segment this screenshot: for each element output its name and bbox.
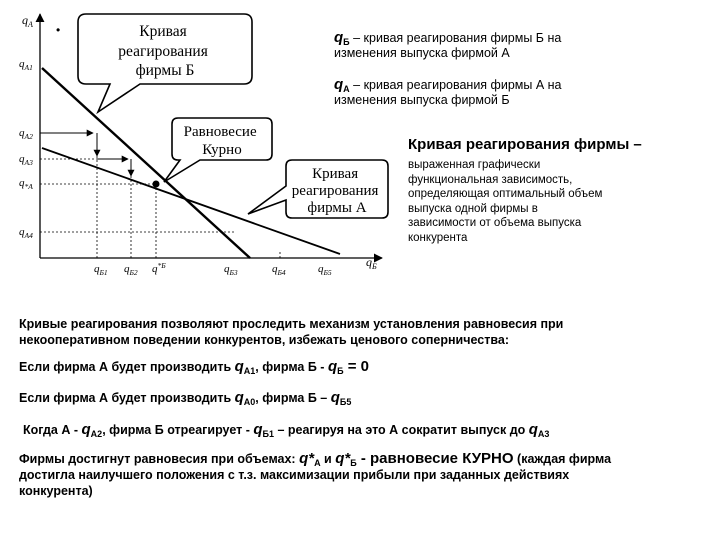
scenario-line-2: Если фирма А будет производить $q_{A0}$, фирма Б – $q_{Б5}$ [19,389,352,407]
callout-eq-line2: Курно [202,142,242,158]
x-axis-label: $q_Б$ [366,255,377,271]
callout-b-line1: Кривая [139,23,187,40]
x-tick-qb3: $q_{Б3}$ [224,263,238,277]
cournot-equilibrium-point [153,181,160,188]
definition-title: Кривая реагирования фирмы – [408,136,642,153]
scenario-line-1: Если фирма А будет производить $q_{A1}$, фирма $Б - q_Б = 0$ [19,358,370,376]
y-tick-qa-star: $q_{*A}$ [19,177,33,191]
callout-a-line3: фирмы А [307,200,367,216]
x-tick-qb4: $q_{Б4}$ [272,263,286,277]
definition-line: выраженная графически [408,159,541,171]
callout-b-line3: фирмы Б [135,62,195,79]
y-axis-label: $q_A$ [22,13,33,29]
callout-a-line1: Кривая [312,166,359,182]
x-tick-qb1: $q_{Б1}$ [94,263,108,277]
conclusion-text: Фирмы достигнут равновесия при объемах: $q*_A$ и $q*_Б$ - равновесие КУРНО (каждая фирма достигла наилучшего положения с т.з. максимизации прибыли при заданных действиях конкурента) [19,450,612,498]
x-tick-qb2: $q_{Б2}$ [124,263,138,277]
y-tick-qa1: $q_{A1}$ [19,58,33,72]
callout-a-line2: реагирования [291,183,379,199]
definition-line: определяющая оптимальный объем [408,188,603,200]
definition-body [408,158,602,245]
definition-line: конкурента [408,231,468,244]
callout-eq-line1: Равновесие [183,124,257,140]
y-tick-qa3: $q_{A3}$ [19,153,33,167]
callout-b-line2: реагирования [118,43,208,60]
legend-curve-a: $q_А$ – кривая реагирования фирмы А на изменения выпуска фирмой Б [334,76,562,107]
definition-line: функциональная зависимость, [408,173,573,186]
legend-curve-b: $q_Б$ – кривая реагирования фирмы Б на изменения выпуска фирмой А [334,29,562,60]
reaction-curve-b [42,68,250,258]
y-tick-qa4: $q_{A4}$ [19,226,33,240]
definition-line: зависимости от объема выпуска [408,217,582,229]
x-tick-qb-star: $q^{*Б}$ [152,261,166,275]
y-tick-qa2: $q_{A2}$ [19,127,33,141]
intro-text: Кривые реагирования позволяют проследить механизм установления равновесия при некооперативном поведении конкурентов, избежать ценового соперничества: [19,317,564,347]
definition-line: выпуска одной фирмы в [408,202,538,215]
x-tick-qb5: $q_{Б5}$ [318,263,332,277]
scenario-line-3: Когда А - $q_{A2}$, фирма Б отреагирует - $q_{Б1}$ – реагируя на это А сократит выпуск до $q_{A3}$ [23,421,550,439]
dot-mark: • [56,23,61,37]
